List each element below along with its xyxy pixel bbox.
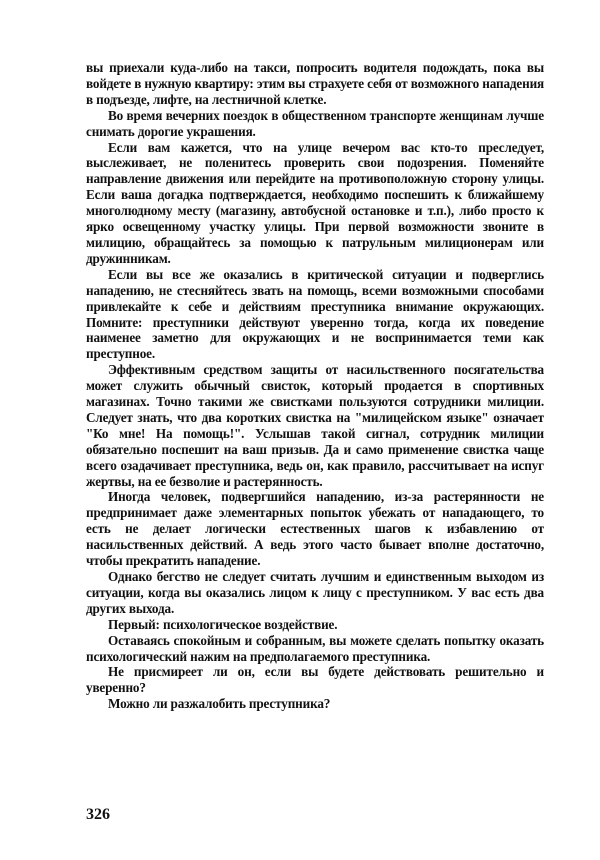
paragraph: Иногда человек, подвергшийся нападению, из-за растерянности не предпринимает даже элементарных попыток убежать от нападающего, то есть не делает логически естественных шагов к избавлению от насильственных действий. А ведь этого часто бывает вполне достаточно, чтобы прекратить нападение. (86, 489, 544, 569)
body-text (86, 60, 544, 712)
paragraph: Первый: психологическое воздействие. (108, 616, 338, 632)
paragraph: Оставаясь спокойным и собранным, вы можете сделать попытку оказать психологический нажим на предполагаемого преступника. (86, 632, 544, 664)
paragraph: Можно ли разжалобить преступника? (108, 696, 331, 712)
paragraph: Эффективным средством защиты от насильственного посягательства может служить обычный свисток, который продается в спортивных магазинах. Точно такими же свистками пользуются сотрудники милиции. Следует знать, что два коротких свистка на "милицейском языке" означает "Ко мне! На помощь!". Услышав такой сигнал, сотрудник милиции обязательно поспешит на ваш призыв. Да и само применение свистка чаще всего озадачивает преступника, ведь он, как правило, рассчитывает на испуг жертвы, на ее безволие и растерянность. (86, 362, 544, 489)
paragraph: Однако бегство не следует считать лучшим и единственным выходом из ситуации, когда вы оказались лицом к лицу с преступником. У вас есть два других выхода. (86, 569, 544, 616)
page-number: 326 (86, 806, 110, 823)
paragraph: вы приехали куда-либо на такси, попросить водителя подождать, пока вы войдете в нужную квартиру: этим вы страхуете себя от возможного нападения в подъезде, лифте, на лестничной клетке. (86, 60, 544, 107)
paragraph: Во время вечерних поездок в общественном транспорте женщинам лучше снимать дорогие украшения. (86, 107, 544, 139)
paragraph: Если вам кажется, что на улице вечером вас кто-то преследует, выслеживает, не поленитесь проверить свои подозрения. Поменяйте направление движения или перейдите на противоположную сторону улицы. Если ваша догадка подтверждается, необходимо поспешить к ближайшему многолюдному месту (магазину, автобусной остановке и т.п.), либо просто к ярко освещенному участку улицы. При первой возможности звоните в милицию, обращайтесь за помощью к патрульным милиционерам или дружинникам. (86, 139, 544, 266)
paragraph: Не присмиреет ли он, если вы будете действовать решительно и уверенно? (86, 664, 544, 696)
paragraph: Если вы все же оказались в критической ситуации и подверглись нападению, не стесняйтесь звать на помощь, всеми возможными способами привлекайте к себе и действиям преступника внимание окружающих. Помните: преступники действуют уверенно тогда, когда их поведение наименее заметно для окружающих и не воспринимается теми как преступное. (86, 266, 544, 362)
